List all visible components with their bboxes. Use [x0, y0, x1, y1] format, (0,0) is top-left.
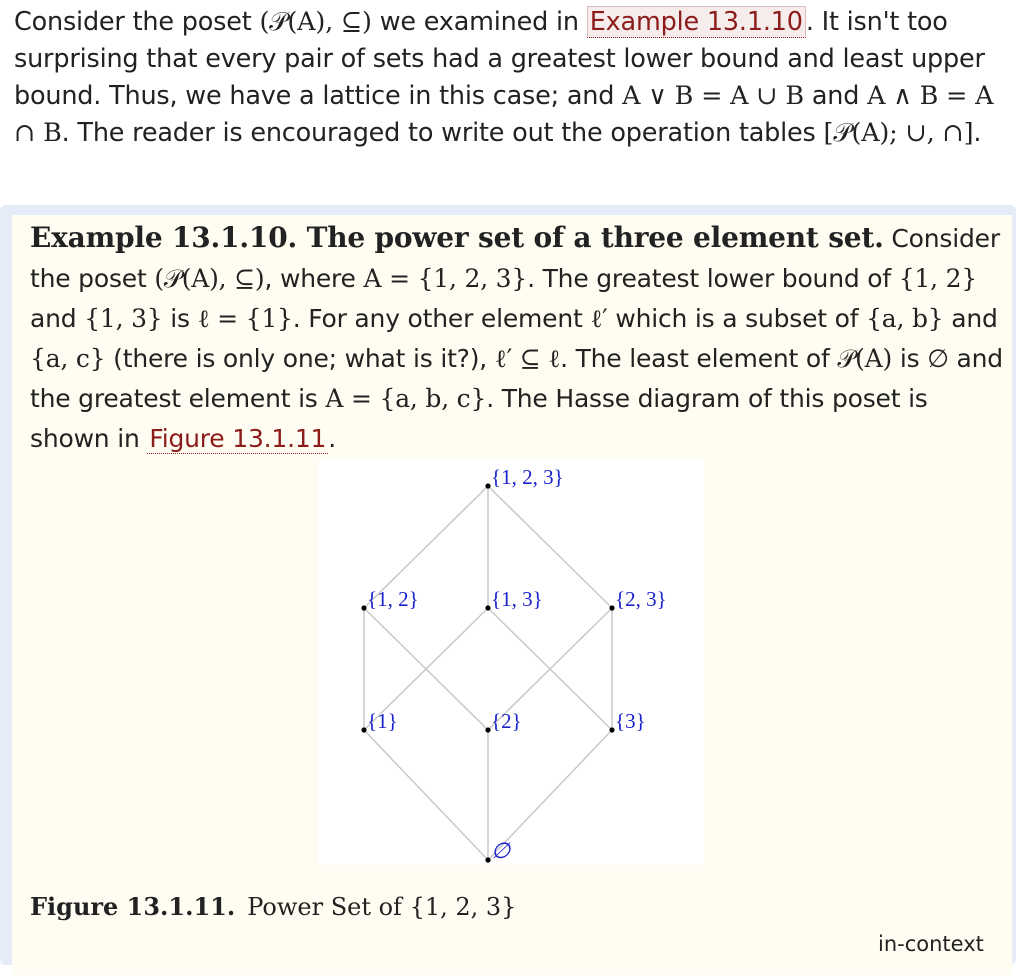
hasse-label-n1: {1}: [367, 709, 398, 733]
hasse-node-n123: [485, 483, 490, 488]
figure-caption: [30, 892, 516, 921]
intro-paragraph: Consider the poset (𝒫(A), ⊆) we examined in Example 13.1.10 . It isn't too surprising that every pair of sets had a greatest lower bound and least upper bound. Thus, we have a lattice in this case; and A ∨ B = A ∪ B and A ∧ B = A ∩ B. The reader is encouraged to write out the operation tables [𝒫(A); ∪, ∩].: [14, 7, 994, 148]
hasse-label-n0: ∅: [491, 839, 511, 864]
example-body: Example 13.1.10. The power set of a three element set. Consider the poset (𝒫(A), ⊆), where A = {1, 2, 3}. The greatest lower bound of {1, 2} and {1, 3} is ℓ = {1}. For any other element ℓ′ which is a subset of {a, b} and {a, c} (there is only one; what is it?), ℓ′ ⊆ ℓ. The least element of 𝒫(A) is ∅ and the greatest element is A = {a, b, c}. The Hasse diagram of this poset is shown in Figure 13.1.11.: [30, 221, 1003, 453]
math-operation-tables: [𝒫(A); ∪, ∩]: [823, 118, 974, 148]
hasse-node-n2: [485, 727, 490, 732]
hasse-label-n123: {1, 2, 3}: [491, 465, 564, 489]
caption-text: Power Set of {1, 2, 3}: [247, 893, 517, 921]
example-13-1-10-link[interactable]: Example 13.1.10: [587, 6, 806, 38]
hasse-edge-n1-n0: [364, 730, 488, 860]
hasse-label-n23: {2, 3}: [615, 587, 667, 611]
hasse-label-n2: {2}: [491, 709, 522, 733]
hasse-node-n1: [361, 727, 366, 732]
in-context-link[interactable]: in-context: [878, 932, 984, 956]
math-meet: A ∧ B = A ∩ B: [14, 81, 994, 148]
hasse-node-n3: [609, 727, 614, 732]
math-join: A ∨ B = A ∪ B: [622, 81, 804, 111]
caption-number: Figure 13.1.11.: [30, 892, 236, 921]
hasse-figure: [318, 460, 704, 865]
hasse-node-n0: [485, 857, 490, 862]
hasse-node-n12: [361, 605, 366, 610]
math-poset: (𝒫(A), ⊆): [259, 7, 372, 37]
hasse-label-n13: {1, 3}: [491, 587, 543, 611]
example-title: Example 13.1.10. The power set of a three element set.: [30, 221, 884, 254]
hasse-node-n13: [485, 605, 490, 610]
hasse-node-n23: [609, 605, 614, 610]
hasse-label-n3: {3}: [615, 709, 646, 733]
figure-13-1-11-link[interactable]: Figure 13.1.11: [149, 424, 327, 453]
hasse-label-n12: {1, 2}: [367, 587, 419, 611]
hasse-diagram: [318, 460, 704, 865]
